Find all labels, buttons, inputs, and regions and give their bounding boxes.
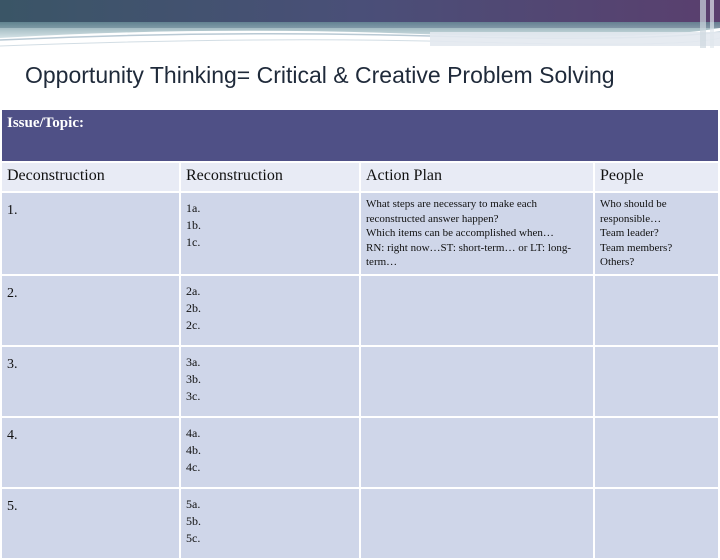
sub-item: 3b.: [186, 372, 201, 386]
sub-item: 5a.: [186, 497, 201, 511]
problem-solving-table: [0, 108, 720, 560]
table-row: [2, 489, 718, 558]
deconstruction-cell[interactable]: [2, 347, 179, 416]
reconstruction-cell[interactable]: [181, 418, 359, 487]
sub-item: 4c.: [186, 460, 201, 474]
deconstruction-cell[interactable]: [2, 276, 179, 345]
header-row: [2, 163, 718, 191]
sub-item: 4b.: [186, 443, 201, 457]
action-plan-cell[interactable]: [361, 347, 593, 416]
action-plan-cell[interactable]: [361, 418, 593, 487]
people-cell[interactable]: [595, 347, 718, 416]
people-cell[interactable]: [595, 418, 718, 487]
reconstruction-cell[interactable]: [181, 347, 359, 416]
sub-item: 1b.: [186, 218, 201, 232]
decorative-banner: [0, 0, 720, 60]
row-number: 5.: [7, 499, 18, 514]
people-line: Who should be responsible…: [600, 198, 667, 225]
sub-item: 2a.: [186, 284, 201, 298]
people-line: Others?: [600, 256, 635, 268]
sub-item: 2b.: [186, 301, 201, 315]
table-row: [2, 193, 718, 274]
action-plan-cell[interactable]: [361, 489, 593, 558]
deconstruction-cell[interactable]: [2, 418, 179, 487]
sub-item: 1a.: [186, 201, 201, 215]
row-number: 1.: [7, 203, 18, 218]
table-row: [2, 418, 718, 487]
people-cell[interactable]: [595, 193, 718, 274]
action-plan-cell[interactable]: [361, 193, 593, 274]
sub-item: 2c.: [186, 318, 201, 332]
sub-item: 3a.: [186, 355, 201, 369]
table-row: [2, 347, 718, 416]
action-plan-cell[interactable]: [361, 276, 593, 345]
people-line: Team leader?: [600, 227, 659, 239]
header-action-plan: Action Plan: [361, 163, 593, 191]
deconstruction-cell[interactable]: [2, 193, 179, 274]
reconstruction-cell[interactable]: [181, 193, 359, 274]
people-cell[interactable]: [595, 489, 718, 558]
slide-title: Opportunity Thinking= Critical & Creative Problem Solving: [25, 62, 615, 88]
reconstruction-cell[interactable]: [181, 276, 359, 345]
header-deconstruction: Deconstruction: [2, 163, 179, 191]
action-plan-line: Which items can be accomplished when…: [366, 227, 554, 239]
action-plan-line: RN: right now…ST: short-term… or LT: long-term…: [366, 241, 572, 268]
table-row: [2, 276, 718, 345]
issue-topic-label: Issue/Topic:: [7, 115, 84, 131]
row-number: 2.: [7, 286, 18, 301]
row-number: 3.: [7, 357, 18, 372]
sub-item: 3c.: [186, 389, 201, 403]
sub-item: 5c.: [186, 531, 201, 545]
banner-graphic: [0, 0, 720, 60]
action-plan-line: What steps are necessary to make each reconstructed answer happen?: [366, 198, 538, 225]
issue-topic-cell[interactable]: [2, 110, 718, 161]
header-reconstruction: Reconstruction: [181, 163, 359, 191]
people-cell[interactable]: [595, 276, 718, 345]
sub-item: 5b.: [186, 514, 201, 528]
reconstruction-cell[interactable]: [181, 489, 359, 558]
row-number: 4.: [7, 428, 18, 443]
sub-item: 1c.: [186, 235, 201, 249]
people-line: Team members?: [600, 241, 673, 254]
issue-row: [2, 110, 718, 161]
header-people: People: [595, 163, 718, 191]
deconstruction-cell[interactable]: [2, 489, 179, 558]
sub-item: 4a.: [186, 426, 201, 440]
